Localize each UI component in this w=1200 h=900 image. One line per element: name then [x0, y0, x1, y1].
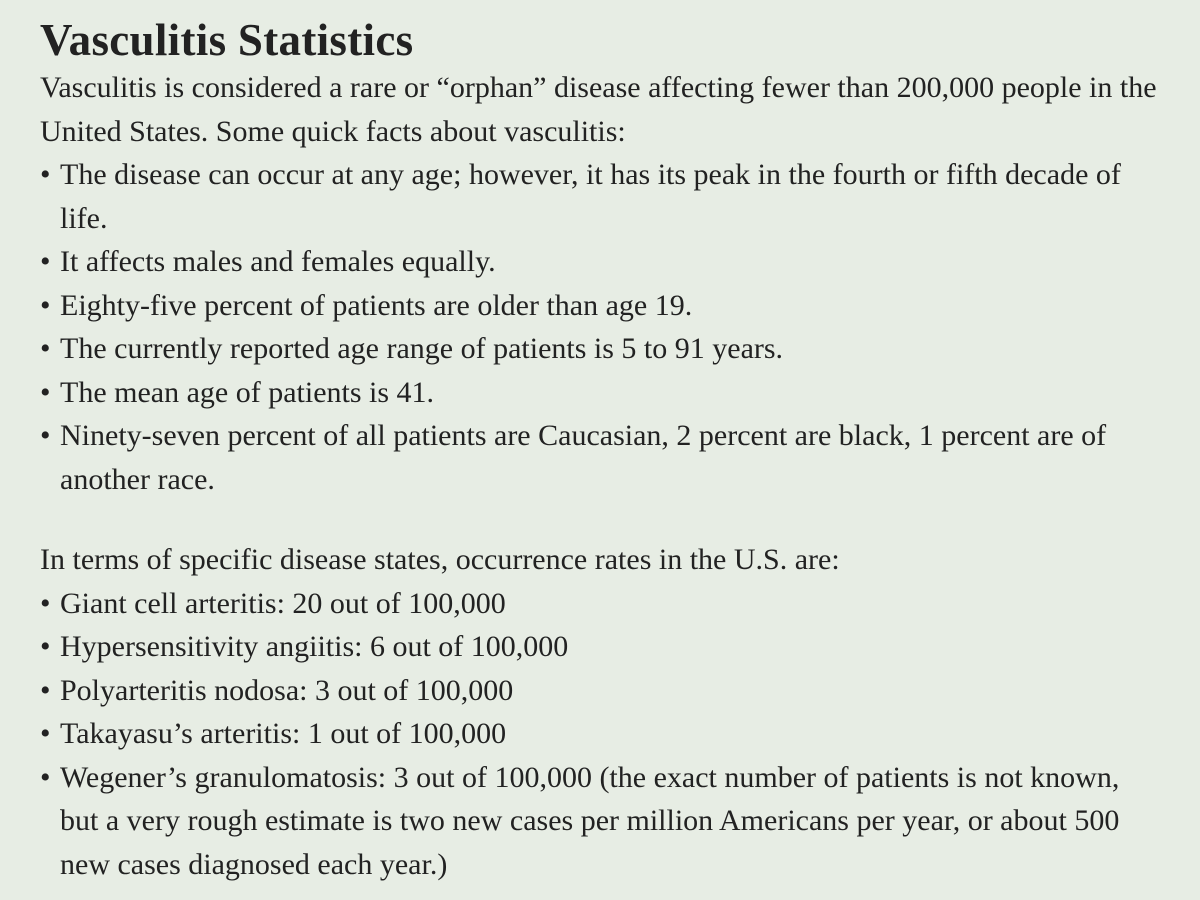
rate-text: Giant cell arteritis: 20 out of 100,000: [60, 586, 506, 620]
rate-text: Hypersensitivity angiitis: 6 out of 100,000: [60, 630, 569, 663]
bullet-glyph: •: [40, 760, 51, 794]
rate-item: [40, 625, 1160, 669]
bullet-glyph: •: [40, 586, 51, 620]
bullet-glyph: •: [40, 630, 51, 663]
bullet-glyph: •: [40, 332, 51, 365]
page-title: Vasculitis Statistics: [40, 15, 414, 65]
rate-item: [40, 669, 1160, 713]
rate-item: [40, 712, 1160, 756]
facts-list: [40, 153, 1160, 501]
rate-item: [40, 582, 1160, 626]
fact-text: Eighty-five percent of patients are older than age 19.: [60, 288, 693, 322]
fact-text: It affects males and females equally.: [60, 245, 496, 278]
bullet-glyph: •: [40, 717, 51, 750]
fact-item: [40, 153, 1160, 240]
fact-text: The mean age of patients is 41.: [60, 375, 435, 409]
rates-intro-paragraph: In terms of specific disease states, occurrence rates in the U.S. are:: [40, 543, 840, 576]
rate-text: Polyarteritis nodosa: 3 out of 100,000: [60, 673, 514, 707]
bullet-glyph: •: [40, 419, 51, 452]
fact-text: The currently reported age range of patients is 5 to 91 years.: [60, 332, 784, 365]
rate-text: Wegener’s granulomatosis: 3 out of 100,000 (the exact number of patients is not known, but a very rough estimate is two new cases per million Americans per year, or about 500 new cases diagnosed each year.): [60, 760, 1120, 881]
section-spacer: [40, 501, 1160, 538]
rates-list: [40, 582, 1160, 887]
fact-text: The disease can occur at any age; however, it has its peak in the fourth or fifth decade of life.: [60, 158, 1121, 235]
bullet-glyph: •: [40, 673, 51, 707]
bullet-glyph: •: [40, 158, 51, 191]
fact-text: Ninety-seven percent of all patients are Caucasian, 2 percent are black, 1 percent are of another race.: [60, 419, 1107, 496]
fact-item: [40, 371, 1160, 415]
bullet-glyph: •: [40, 245, 51, 278]
fact-item: [40, 327, 1160, 371]
bullet-glyph: •: [40, 375, 51, 409]
intro-paragraph: Vasculitis is considered a rare or “orphan” disease affecting fewer than 200,000 people in the United States. Some quick facts about vasculitis:: [40, 71, 1157, 148]
bullet-glyph: •: [40, 288, 51, 322]
fact-item: [40, 284, 1160, 328]
rate-item: [40, 756, 1160, 887]
fact-item: [40, 240, 1160, 284]
fact-item: [40, 414, 1160, 501]
rate-text: Takayasu’s arteritis: 1 out of 100,000: [60, 717, 507, 750]
